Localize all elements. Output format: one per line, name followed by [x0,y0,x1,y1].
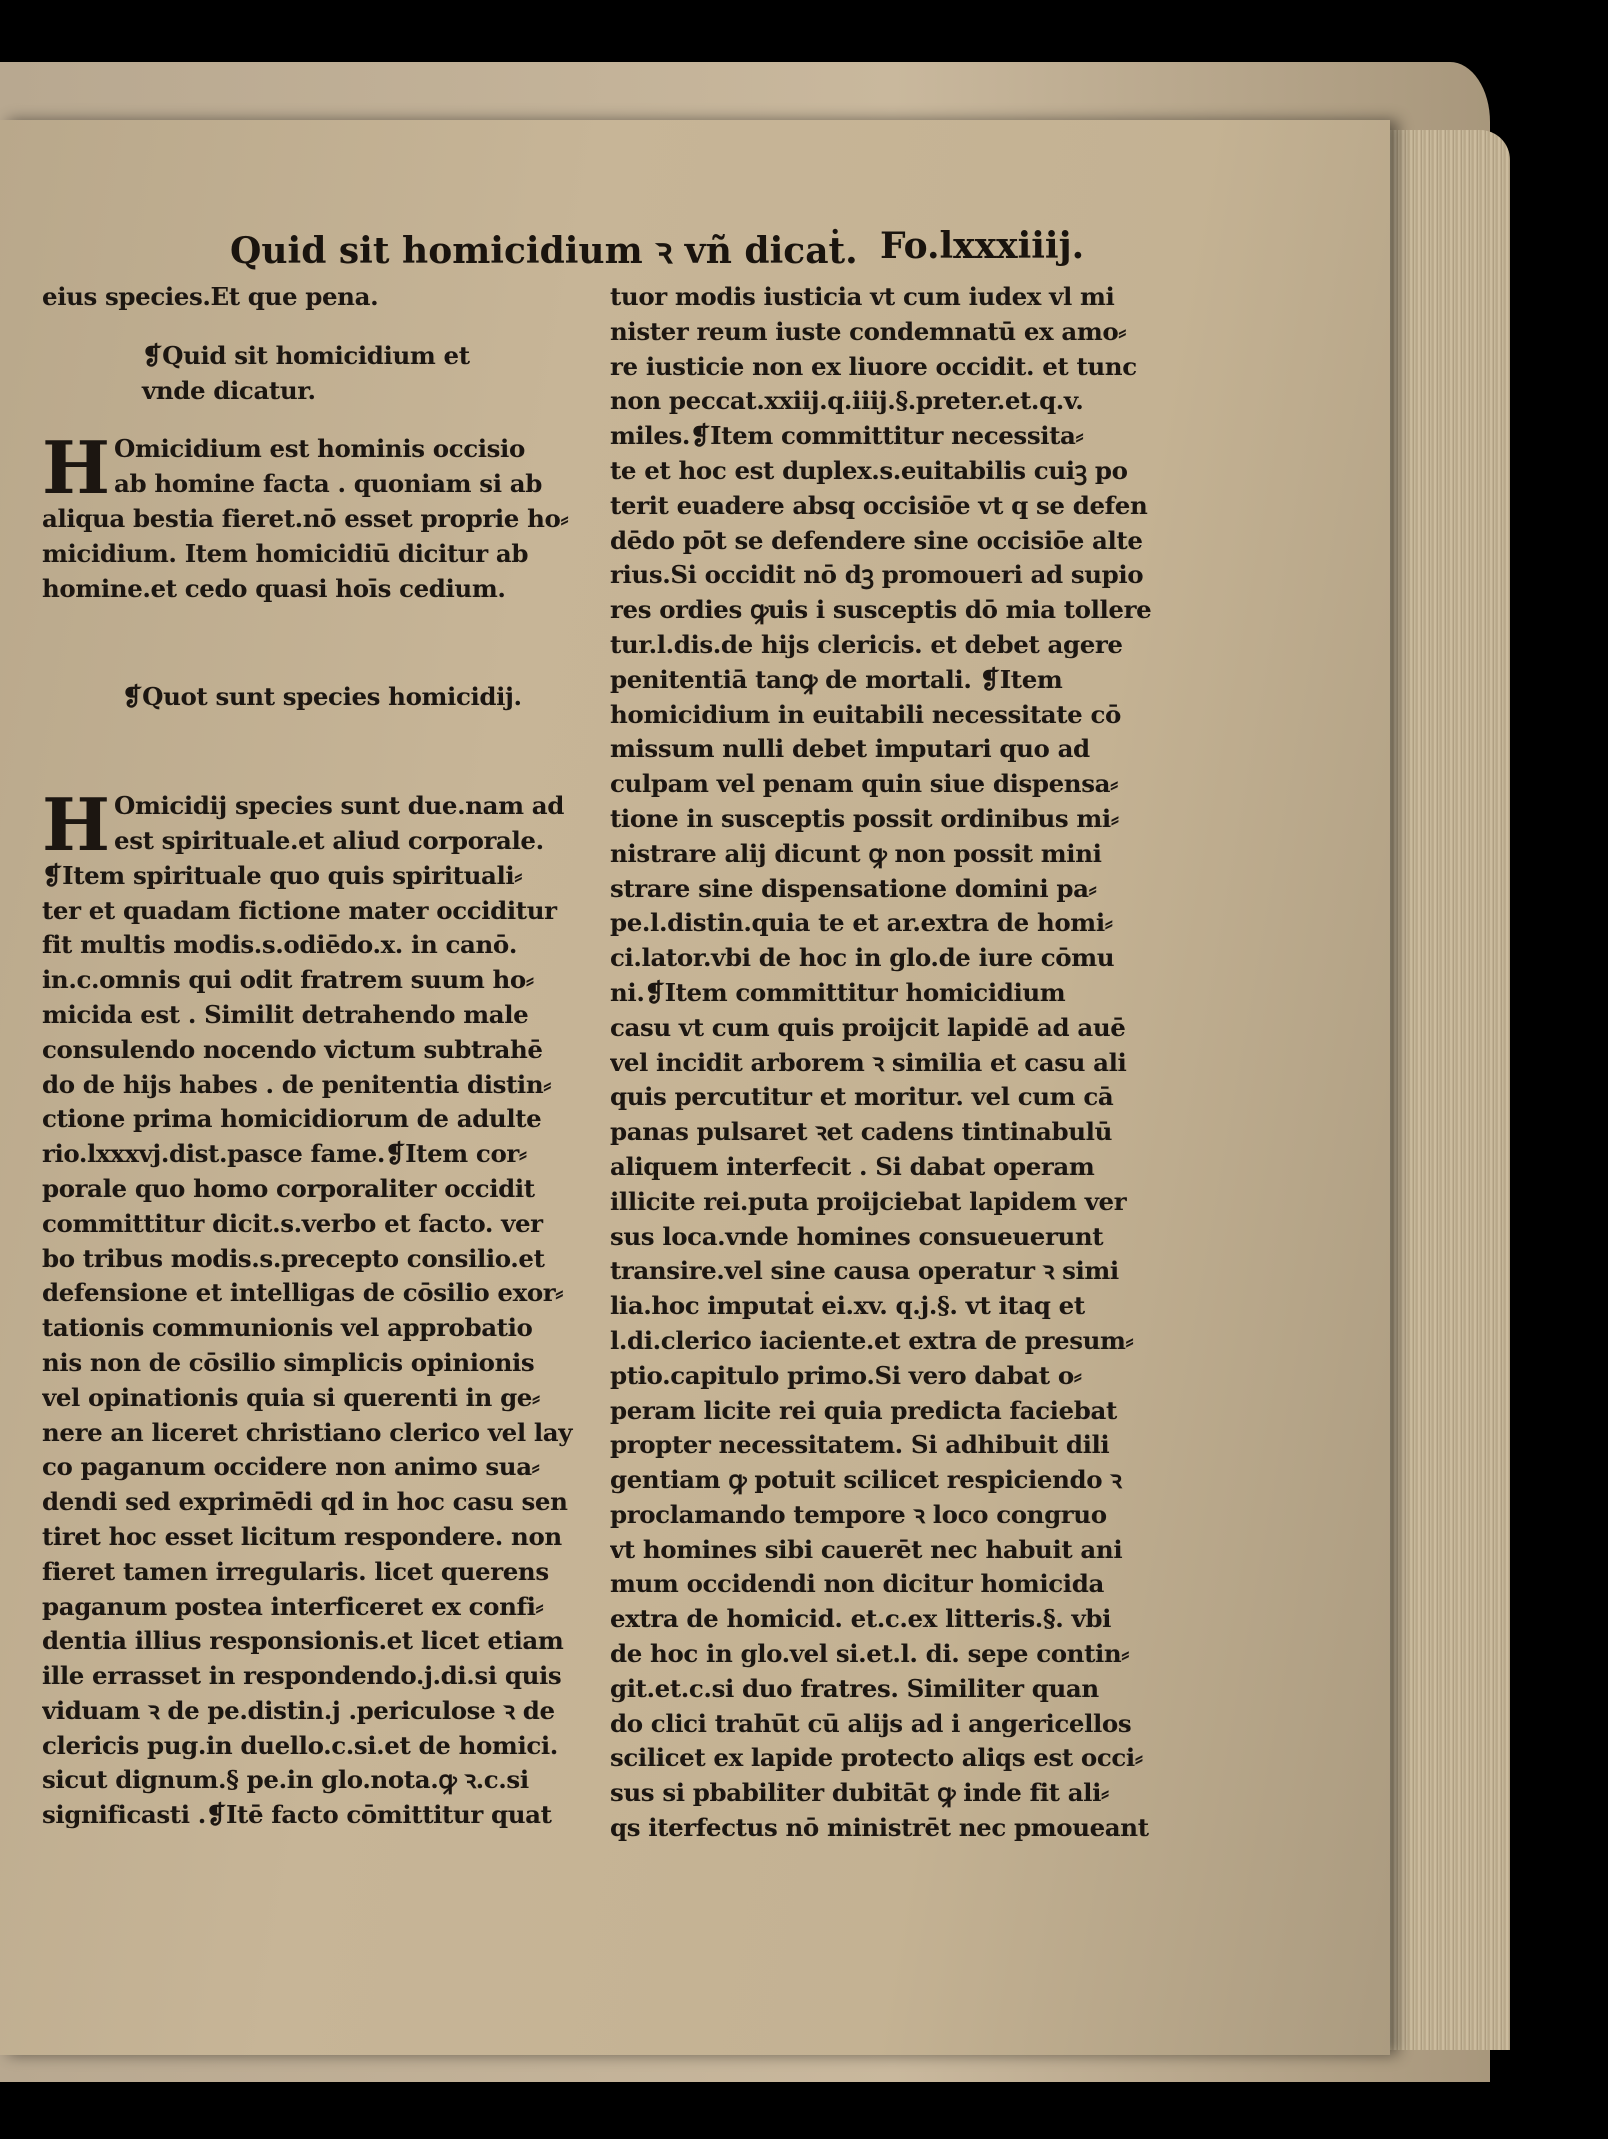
text-line: nistrare alij dicunt ꝙ non possit mini [610,838,1102,868]
text-line: ci.lator.vbi de hoc in glo.de iure cōmu [610,943,1115,973]
text-line: tuor modis iusticia vt cum iudex vl mi [610,282,1115,311]
text-line: tione in susceptis possit ordinibus mi⸗ [610,803,1119,833]
text-line: lia.hoc imputaṫ ei.xv. q.j.§. vt itaq et [610,1291,1085,1321]
text-line: panas pulsaret ꝛet cadens tintinabulū [610,1117,1112,1147]
text-line: casu vt cum quis proijcit lapidē ad auē [610,1012,1126,1042]
text-line: sus si pbabiliter dubitāt ꝙ inde fit ali⸗ [610,1778,1109,1808]
text-line: clericis pug.in duello.c.si.et de homici. [42,1730,558,1760]
text-line: missum nulli debet imputari quo ad [610,734,1090,764]
text-line: vel incidit arborem ꝛ similia et casu ali [610,1047,1127,1077]
left-column [42,280,587,1833]
text-line: scilicet ex lapide protecto aliqs est occi⸗ [610,1743,1143,1773]
text-line: Omicidium est hominis occisio [114,434,525,464]
text-line: in.c.omnis qui odit fratrem suum ho⸗ [42,965,534,995]
text-line: pe.l.distin.quia te et ar.extra de homi⸗ [610,908,1113,938]
text-line: est spirituale.et aliud corporale. [114,825,544,855]
text-line: non peccat.xxiij.q.iiij.§.preter.et.q.v. [610,386,1084,416]
text-line: de hoc in glo.vel si.et.l. di. sepe contin⸗ [610,1639,1130,1669]
text-line: nister reum iuste condemnatū ex amo⸗ [610,316,1127,346]
text-line: miles.❡Item committitur necessita⸗ [610,421,1084,451]
text-line: do de hijs habes . de penitentia distin⸗ [42,1069,552,1099]
text-line: ctione prima homicidiorum de adulte [42,1104,542,1134]
text-line: aliqua bestia fieret.nō esset proprie ho⸗ [42,503,569,533]
text-line: dendi sed exprimēdi qd in hoc casu sen [42,1487,568,1517]
text-line: Omicidij species sunt due.nam ad [114,791,564,821]
text-line: porale quo homo corporaliter occidit [42,1173,535,1203]
text-line: vel opinationis quia si querenti in ge⸗ [42,1382,540,1412]
text-line: ptio.capitulo primo.Si vero dabat o⸗ [610,1360,1082,1390]
text-line: gentiam ꝙ potuit scilicet respiciendo ꝛ [610,1465,1122,1495]
text-line: committitur dicit.s.verbo et facto. ver [42,1208,543,1238]
text-line: fit multis modis.s.odiēdo.x. in canō. [42,930,517,960]
paragraph [42,425,587,606]
section-heading: ❡Quid sit homicidium et [142,340,470,370]
text-line: te et hoc est duplex.s.euitabilis cuiꝫ po [610,455,1128,485]
text-line: git.et.c.si duo fratres. Similiter quan [610,1673,1099,1703]
drop-cap: H [42,425,110,511]
text-line: ille errasset in respondendo.j.di.si quis [42,1661,562,1691]
text-line: tur.l.dis.de hijs clericis. et debet agere [610,629,1123,659]
text-line: homine.et cedo quasi hoīs cedium. [42,573,506,603]
text-line: ❡Item spirituale quo quis spirituali⸗ [42,860,523,890]
text-line: qs iterfectus nō ministrēt nec pmoueant [610,1813,1149,1843]
text-line: eius species.Et que pena. [42,282,379,311]
text-line: significasti .❡Itē facto cōmittitur quat [42,1800,552,1830]
text-line: quis percutitur et moritur. vel cum cā [610,1082,1114,1112]
page-edges [1390,130,1510,2050]
text-line: ter et quadam fictione mater occiditur [42,895,557,925]
folio-number: Fo.lxxxiiij. [880,225,1085,267]
text-line: re iusticie non ex liuore occidit. et tunc [610,351,1137,381]
text-line: mum occidendi non dicitur homicida [610,1569,1104,1599]
text-line: peram licite rei quia predicta faciebat [610,1395,1117,1425]
text-line: illicite rei.puta proijciebat lapidem ver [610,1186,1127,1216]
text-line: transire.vel sine causa operatur ꝛ simi [610,1256,1119,1286]
text-line: micidium. Item homicidiū dicitur ab [42,538,529,568]
text-line: consulendo nocendo victum subtrahē [42,1034,543,1064]
drop-cap: H [42,782,110,868]
text-line: defensione et intelligas de cōsilio exor⸗ [42,1278,564,1308]
text-line: dentia illius responsionis.et licet etiam [42,1626,564,1656]
text-line: aliquem interfecit . Si dabat operam [610,1151,1095,1181]
text-line: nere an liceret christiano clerico vel lay [42,1417,573,1447]
text-line: fieret tamen irregularis. licet querens [42,1556,549,1586]
text-line: dēdo pōt se defendere sine occisiōe alte [610,525,1143,555]
page-header [230,225,1090,275]
text-line: l.di.clerico iaciente.et extra de presum⸗ [610,1325,1134,1355]
text-line: tiret hoc esset licitum respondere. non [42,1521,562,1551]
text-line: vt homines sibi cauerēt nec habuit ani [610,1534,1123,1564]
text-line: micida est . Similit detrahendo male [42,999,529,1029]
text-line: ni.❡Item committitur homicidium [610,977,1066,1007]
text-line: co paganum occidere non animo sua⸗ [42,1452,540,1482]
text-line: tationis communionis vel approbatio [42,1313,533,1343]
text-line: rio.lxxxvj.dist.pasce fame.❡Item cor⸗ [42,1139,527,1169]
text-line: rius.Si occidit nō dꝫ promoueri ad supio [610,560,1144,590]
section-heading: vnde dicatur. [142,375,316,405]
text-line: extra de homicid. et.c.ex litteris.§. vbi [610,1604,1111,1634]
text-line: culpam vel penam quin siue dispensa⸗ [610,769,1118,799]
text-line: paganum postea interficeret ex confi⸗ [42,1591,544,1621]
text-line: terit euadere absq occisiōe vt q se defen [610,490,1148,520]
text-line: ab homine facta . quoniam si ab [114,469,542,499]
text-line: homicidium in euitabili necessitate cō [610,699,1121,729]
text-line: sus loca.vnde homines consueuerunt [610,1221,1104,1251]
text-line: do clici trahūt cū alijs ad i angericellos [610,1708,1132,1738]
text-line: proclamando tempore ꝛ loco congruo [610,1499,1107,1529]
section-heading: ❡Quot sunt species homicidij. [122,682,522,712]
text-line: bo tribus modis.s.precepto consilio.et [42,1243,545,1273]
text-line: res ordies ꝙuis i susceptis dō mia tollere [610,595,1152,625]
text-line: viduam ꝛ de pe.distin.j .periculose ꝛ de [42,1695,555,1725]
text-line: sicut dignum.§ pe.in glo.nota.ꝙ ꝛ.c.si [42,1765,529,1795]
text-line: propter necessitatem. Si adhibuit dili [610,1430,1110,1460]
text-line: strare sine dispensatione domini pa⸗ [610,873,1097,903]
right-column [610,280,1180,1846]
running-title: Quid sit homicidium ꝛ vñ dicaṫ. [230,230,858,272]
text-line: penitentiā tanꝙ de mortali. ❡Item [610,664,1063,694]
text-line: nis non de cōsilio simplicis opinionis [42,1347,535,1377]
paragraph [42,782,587,1833]
